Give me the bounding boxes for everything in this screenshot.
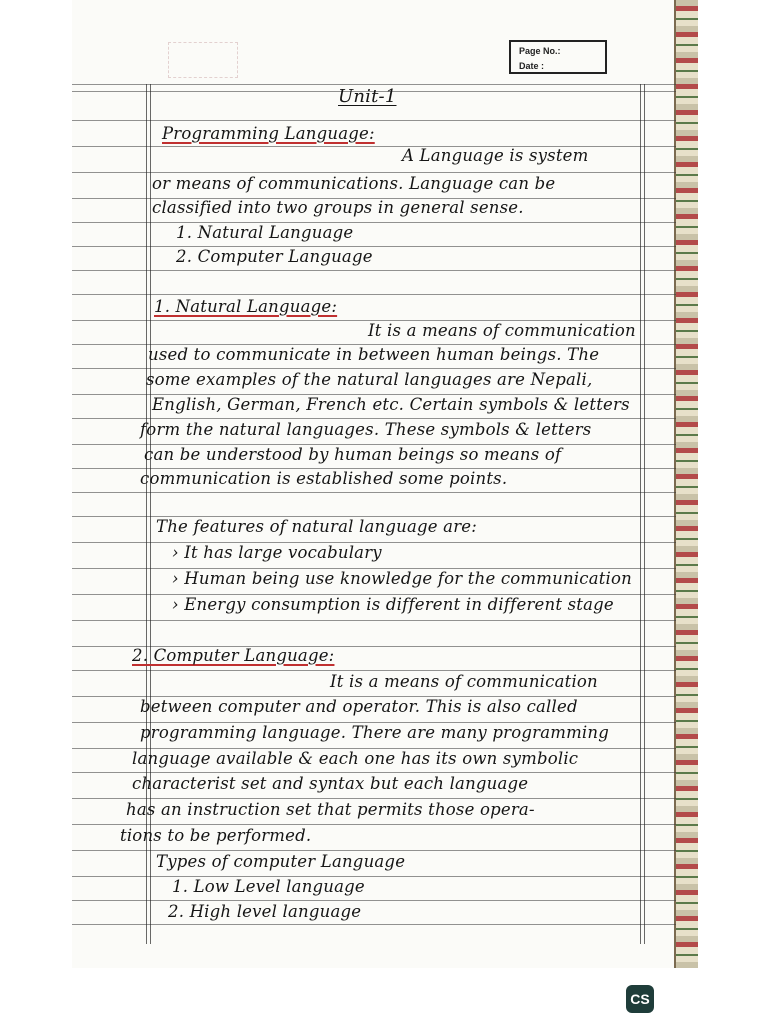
group-item: 2. Computer Language	[176, 247, 373, 266]
computer-line: programming language. There are many programming	[140, 723, 609, 742]
ruled-line	[72, 492, 676, 493]
natural-line: form the natural languages. These symbols & letters	[140, 420, 592, 439]
computer-language-heading: 2. Computer Language:	[132, 646, 335, 665]
programming-language-heading: Programming Language:	[162, 124, 375, 143]
ruled-line	[72, 900, 676, 901]
ruled-line	[72, 294, 676, 295]
computer-line: characterist set and syntax but each language	[132, 774, 529, 793]
intro-line: A Language is system	[402, 146, 589, 165]
ruled-line	[72, 876, 676, 877]
spiral-binding	[674, 0, 698, 968]
camscanner-logo: CS	[626, 985, 654, 1013]
unit-title: Unit-1	[338, 86, 397, 107]
type-item: 2. High level language	[168, 902, 362, 921]
ruled-line	[72, 772, 676, 773]
computer-line: language available & each one has its own symbolic	[132, 749, 579, 768]
natural-line: used to communicate in between human beings. The	[148, 345, 600, 364]
ruled-line	[72, 670, 676, 671]
intro-line: classified into two groups in general sense.	[152, 198, 524, 217]
natural-line: It is a means of communication	[368, 321, 636, 340]
computer-line: tions to be performed.	[120, 826, 312, 845]
ruled-line	[72, 368, 676, 369]
date-label: Date :	[519, 61, 545, 71]
ruled-line	[72, 222, 676, 223]
page-no-label: Page No.:	[519, 46, 561, 56]
ruled-line	[72, 246, 676, 247]
computer-line: between computer and operator. This is also called	[140, 697, 578, 716]
group-item: 1. Natural Language	[176, 223, 354, 242]
computer-line: It is a means of communication	[330, 672, 598, 691]
feature-item: › Energy consumption is different in different stage	[172, 595, 614, 614]
natural-line: some examples of the natural languages are Nepali,	[146, 370, 593, 389]
ruled-line	[72, 824, 676, 825]
intro-line: or means of communications. Language can be	[152, 174, 556, 193]
ruled-line	[72, 620, 676, 621]
natural-line: English, German, French etc. Certain symbols & letters	[152, 395, 630, 414]
faded-stamp	[168, 42, 238, 78]
computer-line: has an instruction set that permits those opera-	[126, 800, 535, 819]
features-heading: The features of natural language are:	[156, 517, 478, 536]
natural-language-heading: 1. Natural Language:	[154, 297, 338, 316]
ruled-line	[72, 84, 676, 85]
ruled-line	[72, 418, 676, 419]
ruled-line	[72, 172, 676, 173]
ruled-line	[72, 270, 676, 271]
types-heading: Types of computer Language	[156, 852, 406, 871]
margin-line	[644, 84, 645, 944]
natural-line: can be understood by human beings so means of	[144, 445, 562, 464]
ruled-line	[72, 850, 676, 851]
feature-item: › Human being use knowledge for the communication	[172, 569, 632, 588]
page-date-box	[509, 40, 607, 74]
ruled-line	[72, 120, 676, 121]
ruled-line	[72, 798, 676, 799]
feature-item: › It has large vocabulary	[172, 543, 382, 562]
type-item: 1. Low Level language	[172, 877, 365, 896]
margin-line	[640, 84, 641, 944]
natural-line: communication is established some points.	[140, 469, 508, 488]
ruled-line	[72, 924, 676, 925]
